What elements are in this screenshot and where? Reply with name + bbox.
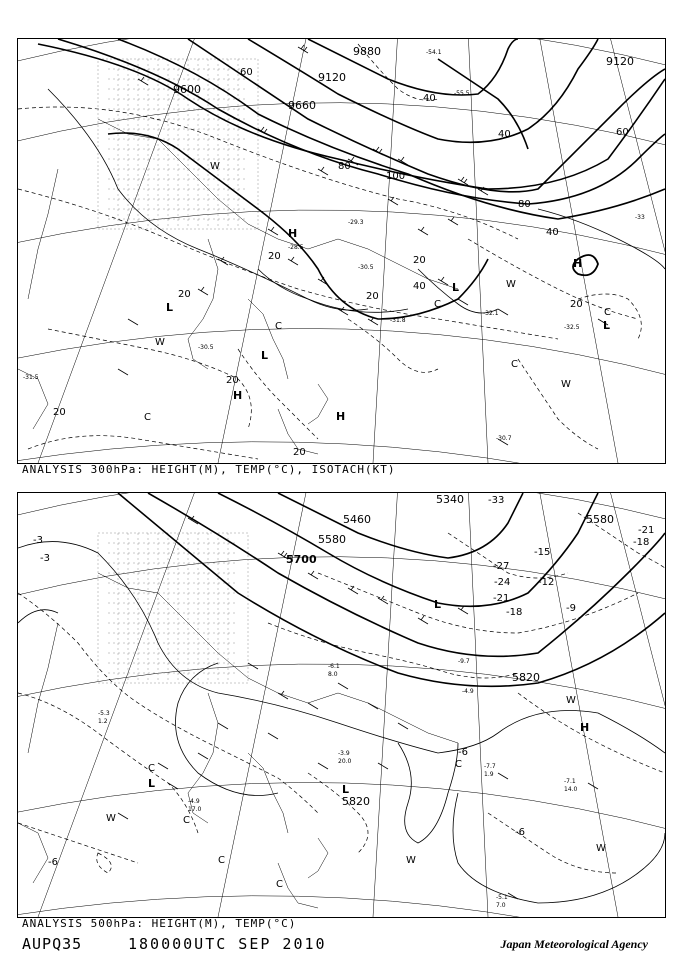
isotherm-label: -6 (515, 827, 525, 838)
height-label: 9880 (353, 45, 381, 58)
warm-marker: W (596, 843, 606, 854)
cold-marker: C (604, 307, 611, 318)
temp-label: -31.5 (23, 374, 39, 381)
temp-label: -30.7 (496, 435, 512, 442)
cold-marker: C (511, 359, 518, 370)
isotach-labels (53, 67, 629, 458)
cold-marker: C (218, 855, 225, 866)
temp-label: -30.5 (198, 344, 214, 351)
isotherm-label: -6 (458, 747, 468, 758)
height-label: 5460 (343, 513, 371, 526)
isotherm-label: -12 (538, 577, 555, 588)
isotach-label: 20 (53, 407, 66, 418)
isotach-label: 20 (570, 299, 583, 310)
dewpoint-label: 1.2 (98, 718, 108, 725)
low-marker: L (603, 319, 611, 332)
temp-label: -7.7 (484, 763, 496, 770)
temp-label: -5.3 (98, 710, 110, 717)
map-300hpa (18, 39, 665, 463)
isotherm-label: -3 (33, 535, 43, 546)
temp-label: -4.9 (188, 798, 200, 805)
temp-label: -4.9 (462, 688, 474, 695)
temp-label: -31.8 (390, 317, 406, 324)
wind-barbs (118, 516, 598, 899)
low-marker: L (342, 783, 350, 796)
dewpoint-label: 1.9 (484, 771, 494, 778)
height-contours (38, 39, 665, 319)
cold-marker: C (183, 815, 190, 826)
temp-label: -3.9 (338, 750, 350, 757)
graticule (18, 39, 665, 463)
pressure-systems (106, 598, 606, 890)
height-label: 9600 (173, 83, 201, 96)
height-label: 5580 (318, 533, 346, 546)
isotach-label: 60 (616, 127, 629, 138)
isotherm-label: -18 (506, 607, 523, 618)
dewpoint-label: 7.0 (496, 902, 506, 909)
isotach-label: 80 (338, 161, 351, 172)
temp-label: -54.1 (426, 49, 442, 56)
isotherm-contours (18, 44, 641, 459)
isotach-label: 20 (178, 289, 191, 300)
map-panel-500hpa (17, 492, 666, 918)
isotherm-label: -6 (48, 857, 58, 868)
isotach-label: 80 (518, 199, 531, 210)
warm-marker: W (210, 161, 220, 172)
height-label: 5820 (342, 795, 370, 808)
high-marker: H (580, 721, 590, 734)
isotach-label: 40 (546, 227, 559, 238)
temp-label: -28.5 (288, 244, 304, 251)
low-marker: L (434, 598, 442, 611)
dewpoint-label: 17.0 (188, 806, 202, 813)
isotherm-label: -21 (493, 593, 510, 604)
low-marker: L (148, 777, 156, 790)
warm-marker: W (106, 813, 116, 824)
caption-500hpa: ANALYSIS 500hPa: HEIGHT(M), TEMP(°C) (22, 917, 297, 930)
low-marker: L (452, 281, 460, 294)
isotach-label: 100 (386, 171, 406, 182)
chart-id: AUPQ35 (22, 935, 83, 953)
cold-marker: C (276, 879, 283, 890)
cold-marker: C (275, 321, 282, 332)
dewpoint-label: 8.0 (328, 671, 338, 678)
temp-contour-labels (33, 495, 654, 868)
low-marker: L (261, 349, 269, 362)
isotach-label: 40 (423, 93, 436, 104)
height-contours (118, 493, 665, 686)
issue-time: 180000UTC SEP 2010 (128, 935, 327, 953)
isotherm-label: -21 (638, 525, 655, 536)
isotach-label: 20 (366, 291, 379, 302)
isotherm-label: -18 (633, 537, 650, 548)
height-label: 9120 (318, 71, 346, 84)
caption-300hpa: ANALYSIS 300hPa: HEIGHT(M), TEMP(°C), ISOTACH(KT) (22, 463, 396, 476)
height-label: 5340 (436, 493, 464, 506)
high-marker: H (233, 389, 243, 402)
isotach-label: 40 (498, 129, 511, 140)
temp-label: -6.1 (328, 663, 340, 670)
cold-marker: C (455, 759, 462, 770)
temp-label: -9.7 (458, 658, 470, 665)
warm-marker: W (155, 337, 165, 348)
temp-label: -29.3 (348, 219, 364, 226)
temp-label: -33 (635, 214, 645, 221)
high-marker: H (336, 410, 346, 423)
cold-marker: C (144, 412, 151, 423)
isotach-label: 20 (413, 255, 426, 266)
agency-name: Japan Meteorological Agency (500, 937, 648, 951)
high-marker: H (288, 227, 298, 240)
isotach-label: 60 (240, 67, 253, 78)
isotherm-label: -3 (40, 553, 50, 564)
temp-label: -5.1 (496, 894, 508, 901)
isotach-contours (48, 89, 665, 313)
thin-height-contours (18, 542, 665, 903)
cold-marker: C (148, 763, 155, 774)
height-label: 9120 (606, 55, 634, 68)
isotach-label: 40 (413, 281, 426, 292)
temp-label: -32.1 (483, 310, 499, 317)
temp-label: -32.5 (564, 324, 580, 331)
warm-marker: W (561, 379, 571, 390)
cold-marker: C (434, 299, 441, 310)
isotach-label: 20 (268, 251, 281, 262)
high-marker: H (573, 257, 583, 270)
warm-marker: W (506, 279, 516, 290)
dewpoint-label: 14.0 (564, 786, 578, 793)
isotach-label: 20 (226, 375, 239, 386)
height-label: 5580 (586, 513, 614, 526)
height-label: 5820 (512, 671, 540, 684)
warm-marker: W (406, 855, 416, 866)
wind-barbs (118, 45, 611, 445)
warm-marker: W (566, 695, 576, 706)
map-500hpa (18, 493, 665, 917)
isotach-label: 20 (293, 447, 306, 458)
height-labels (286, 493, 614, 808)
dewpoint-label: 20.0 (338, 758, 352, 765)
station-values (98, 658, 578, 909)
height-label: 5700 (286, 553, 317, 566)
height-label: 9660 (288, 99, 316, 112)
temp-label: -55.5 (454, 90, 470, 97)
temp-label: -30.5 (358, 264, 374, 271)
low-marker: L (166, 301, 174, 314)
isotherm-label: -15 (534, 547, 551, 558)
isotherm-label: -24 (494, 577, 511, 588)
isotherm-label: -9 (566, 603, 576, 614)
isotherm-label: -27 (493, 561, 510, 572)
map-panel-300hpa (17, 38, 666, 464)
isotherm-label: -33 (488, 495, 505, 506)
temp-label: -7.1 (564, 778, 576, 785)
